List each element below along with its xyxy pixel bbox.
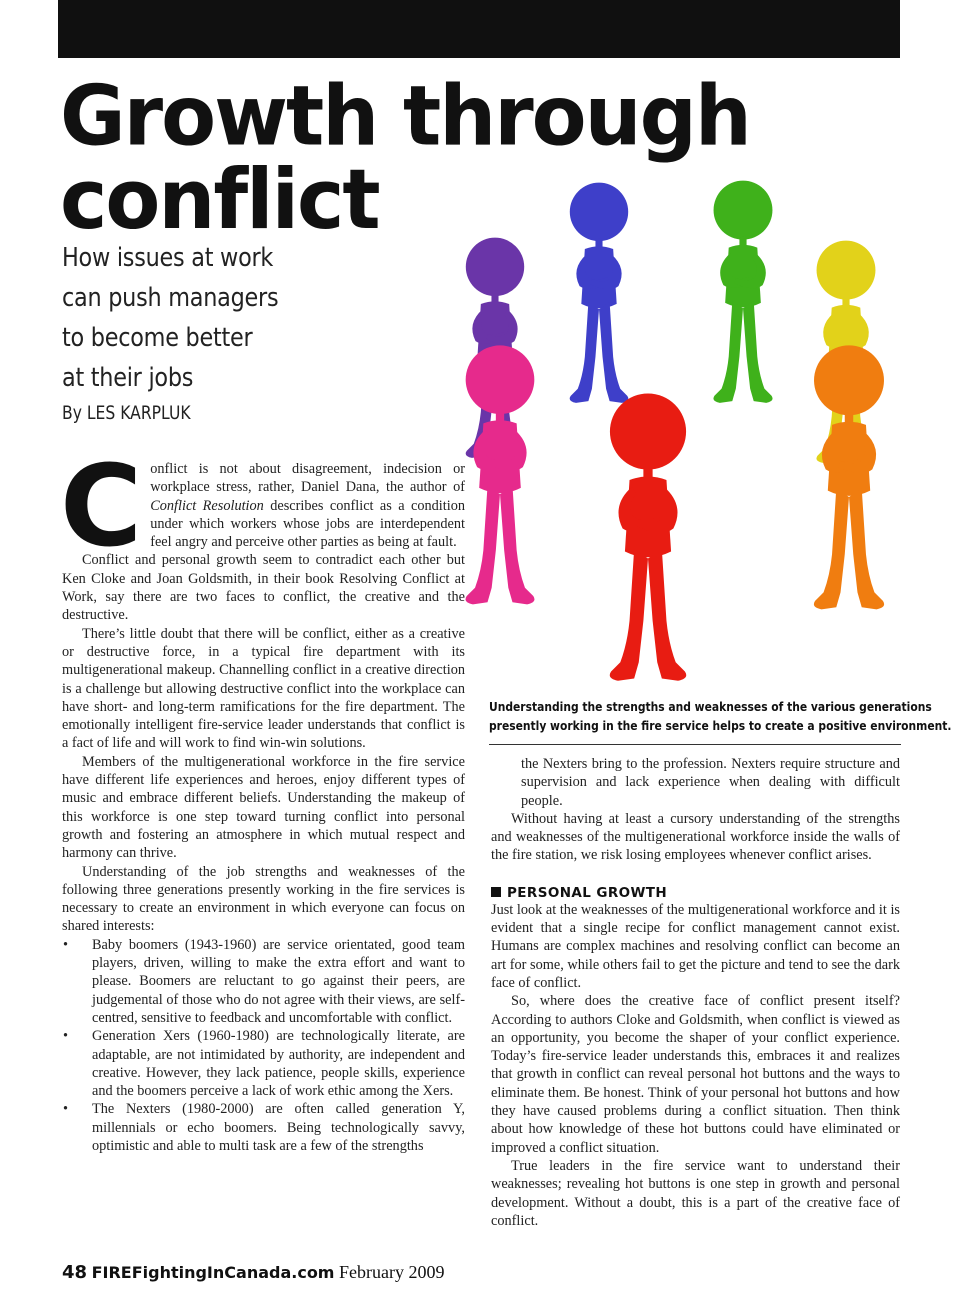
title-line-2: conflict — [60, 150, 379, 248]
paragraph: There’s little doubt that there will be conflict, either as a creative or destructive force, in a typical fire department with its multigenerational makeup. Channelling conflict in a creative direction is a challenge but allowing destructive conflict into the workplace can have short- and long-term ramifications for the fire department. The emotionally intelligent fire-service leader understands that conflict is a fact of life and will work to find win-win solutions. — [62, 625, 465, 752]
paragraph: Conflict and personal growth seem to contradict each other but Ken Cloke and Joan Goldsmith, in their book Resolving Conflict at Work, say there are two faces to conflict, the creative and the destructive. — [62, 552, 465, 624]
list-item-text: The Nexters (1980-2000) are often called generation Y, millennials or echo boomers. Being technologically savvy, optimistic and able to multi task are a few of the strengths — [92, 1101, 465, 1154]
title-line-1: Growth through — [60, 67, 750, 165]
list-item-text: Baby boomers (1943-1960) are service orientated, good team players, driven, willing to make the extra effort and want to please. Boomers are reluctant to go against their peers, are judgemental of those who do not agree with their views, are self-centred, sensitive to feedback and uncomfortable with conflict. — [92, 936, 465, 1026]
page-footer — [62, 1262, 444, 1283]
list-item-text: Generation Xers (1960-1980) are technologically literate, are adaptable, are not intimidated by authority, are independent and creative. However, they lack patience, people skills, experience and the boomers perceive a lack of work ethic among the Xers. — [92, 1028, 465, 1100]
issue-date: February 2009 — [338, 1262, 445, 1282]
paragraph — [60, 442, 466, 572]
caption-line: Understanding the strengths and weaknesses of the various generations — [489, 700, 932, 714]
paragraph: Just look at the weaknesses of the multigenerational workforce and it is evident that a single recipe for conflict management cannot exist. Humans are complex machines and resolving conflict can become an art for some, while others fail to get the picture and tend to see the dark face of conflict. — [491, 901, 900, 991]
figure-blue — [570, 183, 629, 403]
paragraph: Members of the multigenerational workforce in the fire service have different life experiences and heroes, enjoy different types of music and embrace different beliefs. Understanding the makeup of this workforce is one step toward turning conflict into personal growth and fostering an atmosphere in which mutual respect and harmony can thrive. — [62, 753, 465, 862]
paragraph: True leaders in the fire service want to understand their weaknesses; revealing hot buttons is one step in growth and personal development. Without a doubt, this is a part of the creative face of conflict. — [491, 1157, 900, 1229]
caption-rule — [489, 744, 901, 745]
site-name: FIREFightingInCanada.com — [91, 1263, 335, 1282]
right-column — [491, 755, 900, 1230]
subtitle-line: How issues at work — [62, 243, 274, 273]
caption-line: presently working in the fire service helps to create a positive environment. — [489, 719, 952, 733]
heading-square-icon — [491, 887, 501, 897]
book-title: Conflict Resolution — [150, 497, 264, 514]
list-item — [62, 1100, 465, 1155]
figures-illustration — [430, 170, 920, 690]
paragraph: So, where does the creative face of conflict present itself? According to authors Cloke and Goldsmith, when conflict is viewed as an opportunity, you become the shaper of your conflict experience. Today’s fire-service leader understands this, embraces it and realizes that growth in conflict can reveal personal hot buttons and the ways to eliminate them. Be honest. Think of your personal hot buttons and how they have caused problems during a conflict situation. Then think about how knowledge of these hot buttons could have eliminated or improved a conflict situation. — [491, 993, 900, 1156]
section-heading-text: PERSONAL GROWTH — [507, 884, 668, 901]
list-item — [62, 1027, 465, 1100]
subtitle-line: can push managers — [62, 283, 279, 313]
list-item — [62, 936, 465, 1027]
article-subtitle — [62, 238, 346, 398]
text-run: onflict is not about disagreement, indecision or workplace stress, rather, Daniel Dana, the author of — [150, 461, 465, 496]
dropcap: C — [60, 442, 143, 572]
left-column — [60, 442, 466, 1155]
bullet: • — [63, 1101, 69, 1118]
text-run: describes conflict as a condition under which workers whose jobs are interdependent feel angry and perceive other parties as being at fault. — [150, 497, 466, 551]
subtitle-line: to become better — [62, 323, 253, 353]
figure-red — [610, 393, 686, 680]
figure-orange — [814, 345, 884, 609]
figure-green — [713, 181, 772, 403]
byline: By LES KARPLUK — [62, 402, 191, 424]
header-bar — [58, 0, 900, 58]
generation-list — [62, 936, 465, 1156]
subtitle-line: at their jobs — [62, 363, 194, 393]
paragraph: Understanding of the job strengths and weaknesses of the following three generations presently working in the fire services is necessary to create an environment in which everyone can focus on shared interests: — [62, 863, 465, 935]
section-heading — [491, 885, 900, 901]
image-caption — [489, 698, 952, 736]
page-number: 48 — [62, 1262, 88, 1283]
bullet: • — [63, 936, 69, 953]
paragraph: Without having at least a cursory understanding of the strengths and weaknesses of the multigenerational workforce inside the walls of the fire station, we risk losing employees whenever conflict arises. — [491, 810, 900, 864]
figure-pink — [466, 345, 535, 604]
bullet: • — [63, 1028, 69, 1045]
list-item-continuation: the Nexters bring to the profession. Nexters require structure and supervision and lack experience when dealing with difficult people. — [521, 756, 900, 809]
